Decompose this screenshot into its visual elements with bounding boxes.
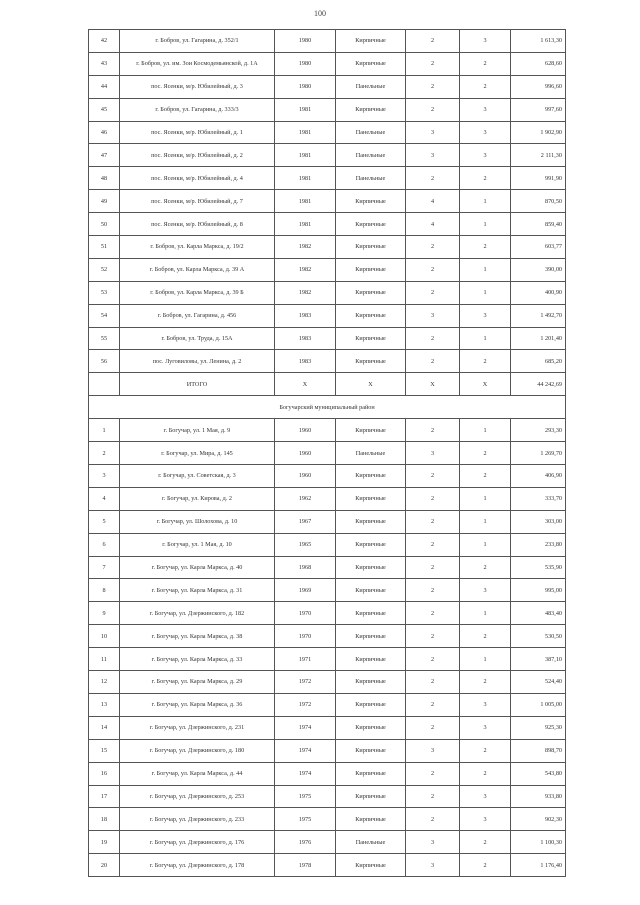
table-row (89, 510, 566, 533)
total-label: ИТОГО (120, 373, 275, 396)
row-entrances: 2 (460, 350, 511, 373)
total-entrances: Х (460, 373, 511, 396)
row-area: 991,90 (511, 167, 566, 190)
table-row (89, 716, 566, 739)
row-entrances: 2 (460, 236, 511, 259)
total-block (89, 373, 566, 419)
row-floors: 2 (406, 648, 460, 671)
row-address: г. Богучар, ул. Дзержинского, д. 233 (120, 808, 275, 831)
row-area: 1 176,40 (511, 854, 566, 877)
table-row (89, 144, 566, 167)
row-material: Панельные (336, 442, 406, 465)
row-year: 1969 (275, 579, 336, 602)
row-material: Кирпичные (336, 762, 406, 785)
row-floors: 2 (406, 693, 460, 716)
row-year: 1960 (275, 465, 336, 488)
row-material: Кирпичные (336, 854, 406, 877)
table-row (89, 533, 566, 556)
row-area: 1 201,40 (511, 327, 566, 350)
row-floors: 2 (406, 75, 460, 98)
row-entrances: 3 (460, 98, 511, 121)
row-entrances: 2 (460, 442, 511, 465)
row-entrances: 1 (460, 533, 511, 556)
row-entrances: 3 (460, 579, 511, 602)
row-address: пос. Ясенки, м/р. Юбилейный, д. 1 (120, 121, 275, 144)
row-floors: 2 (406, 167, 460, 190)
row-number: 18 (89, 808, 120, 831)
row-entrances: 2 (460, 167, 511, 190)
row-address: г. Бобров, ул. Гагарина, д. 352/1 (120, 30, 275, 53)
row-material: Кирпичные (336, 30, 406, 53)
row-entrances: 1 (460, 602, 511, 625)
row-year: 1975 (275, 808, 336, 831)
table-row (89, 671, 566, 694)
table-row (89, 30, 566, 53)
row-area: 996,60 (511, 75, 566, 98)
row-area: 524,40 (511, 671, 566, 694)
row-number: 16 (89, 762, 120, 785)
table-row (89, 75, 566, 98)
row-floors: 4 (406, 190, 460, 213)
row-material: Кирпичные (336, 808, 406, 831)
row-year: 1981 (275, 167, 336, 190)
row-year: 1980 (275, 52, 336, 75)
row-material: Кирпичные (336, 281, 406, 304)
row-floors: 2 (406, 579, 460, 602)
row-floors: 3 (406, 854, 460, 877)
row-address: пос. Ясенки, м/р. Юбилейный, д. 4 (120, 167, 275, 190)
table-row (89, 602, 566, 625)
row-year: 1960 (275, 442, 336, 465)
row-entrances: 1 (460, 190, 511, 213)
row-number: 7 (89, 556, 120, 579)
row-year: 1970 (275, 602, 336, 625)
row-floors: 2 (406, 350, 460, 373)
row-material: Кирпичные (336, 625, 406, 648)
row-entrances: 2 (460, 556, 511, 579)
row-number: 20 (89, 854, 120, 877)
total-num-cell (89, 373, 120, 396)
row-number: 54 (89, 304, 120, 327)
row-entrances: 3 (460, 304, 511, 327)
row-material: Кирпичные (336, 533, 406, 556)
row-address: пос. Ясенки, м/р. Юбилейный, д. 7 (120, 190, 275, 213)
row-material: Панельные (336, 831, 406, 854)
section-row (89, 396, 566, 419)
row-number: 8 (89, 579, 120, 602)
row-floors: 3 (406, 739, 460, 762)
row-floors: 2 (406, 510, 460, 533)
row-area: 333,70 (511, 487, 566, 510)
row-material: Кирпичные (336, 258, 406, 281)
row-address: г. Бобров, ул. Гагарина, д. 456 (120, 304, 275, 327)
row-area: 543,80 (511, 762, 566, 785)
row-number: 4 (89, 487, 120, 510)
row-year: 1974 (275, 762, 336, 785)
row-floors: 2 (406, 98, 460, 121)
row-area: 1 269,70 (511, 442, 566, 465)
row-year: 1983 (275, 327, 336, 350)
row-area: 535,90 (511, 556, 566, 579)
row-year: 1960 (275, 419, 336, 442)
row-material: Кирпичные (336, 350, 406, 373)
row-address: г. Богучар, ул. Карла Маркса, д. 33 (120, 648, 275, 671)
row-address: г. Богучар, ул. Дзержинского, д. 176 (120, 831, 275, 854)
row-material: Панельные (336, 144, 406, 167)
row-number: 3 (89, 465, 120, 488)
row-year: 1972 (275, 693, 336, 716)
row-area: 603,77 (511, 236, 566, 259)
table-row (89, 487, 566, 510)
row-number: 48 (89, 167, 120, 190)
row-area: 1 613,30 (511, 30, 566, 53)
row-material: Кирпичные (336, 190, 406, 213)
row-number: 19 (89, 831, 120, 854)
block1-rows (89, 30, 566, 373)
row-address: г. Бобров, ул. Карла Маркса, д. 39 Б (120, 281, 275, 304)
row-floors: 2 (406, 281, 460, 304)
row-material: Кирпичные (336, 510, 406, 533)
housing-registry-table (88, 29, 566, 877)
row-material: Кирпичные (336, 602, 406, 625)
table-row (89, 98, 566, 121)
row-material: Кирпичные (336, 716, 406, 739)
row-number: 10 (89, 625, 120, 648)
table-row (89, 236, 566, 259)
row-entrances: 1 (460, 487, 511, 510)
table-row (89, 625, 566, 648)
row-address: г. Бобров, ул. Карла Маркса, д. 39 А (120, 258, 275, 281)
row-year: 1968 (275, 556, 336, 579)
row-address: г. Богучар, ул. Карла Маркса, д. 29 (120, 671, 275, 694)
row-entrances: 2 (460, 762, 511, 785)
row-year: 1971 (275, 648, 336, 671)
row-material: Кирпичные (336, 213, 406, 236)
row-year: 1970 (275, 625, 336, 648)
row-number: 13 (89, 693, 120, 716)
row-number: 43 (89, 52, 120, 75)
row-address: г. Богучар, ул. Дзержинского, д. 180 (120, 739, 275, 762)
row-address: пос. Луговиловы, ул. Ленина, д. 2 (120, 350, 275, 373)
table-row (89, 167, 566, 190)
table-row (89, 281, 566, 304)
row-address: г. Богучар, ул. Советская, д. 3 (120, 465, 275, 488)
row-number: 12 (89, 671, 120, 694)
table-row (89, 121, 566, 144)
row-number: 45 (89, 98, 120, 121)
row-number: 51 (89, 236, 120, 259)
row-material: Кирпичные (336, 579, 406, 602)
row-floors: 3 (406, 304, 460, 327)
row-number: 49 (89, 190, 120, 213)
row-area: 530,50 (511, 625, 566, 648)
row-area: 400,90 (511, 281, 566, 304)
row-number: 50 (89, 213, 120, 236)
row-address: г. Богучар, ул. Карла Маркса, д. 31 (120, 579, 275, 602)
row-address: г. Бобров, ул. Труда, д. 15А (120, 327, 275, 350)
row-address: г. Богучар, ул. Карла Маркса, д. 44 (120, 762, 275, 785)
row-area: 995,00 (511, 579, 566, 602)
row-material: Кирпичные (336, 98, 406, 121)
row-area: 902,30 (511, 808, 566, 831)
row-material: Кирпичные (336, 693, 406, 716)
row-entrances: 1 (460, 327, 511, 350)
row-entrances: 3 (460, 121, 511, 144)
row-floors: 3 (406, 121, 460, 144)
row-entrances: 2 (460, 52, 511, 75)
row-area: 1 492,70 (511, 304, 566, 327)
row-area: 997,60 (511, 98, 566, 121)
row-number: 17 (89, 785, 120, 808)
row-number: 56 (89, 350, 120, 373)
row-number: 6 (89, 533, 120, 556)
row-year: 1974 (275, 716, 336, 739)
row-floors: 2 (406, 671, 460, 694)
row-area: 870,50 (511, 190, 566, 213)
row-entrances: 1 (460, 281, 511, 304)
total-row (89, 373, 566, 396)
row-floors: 2 (406, 533, 460, 556)
row-area: 628,60 (511, 52, 566, 75)
row-area: 1 005,00 (511, 693, 566, 716)
row-address: г. Богучар, ул. 1 Мая, д. 9 (120, 419, 275, 442)
row-floors: 4 (406, 213, 460, 236)
row-floors: 2 (406, 327, 460, 350)
row-material: Кирпичные (336, 671, 406, 694)
table-row (89, 52, 566, 75)
row-area: 685,20 (511, 350, 566, 373)
row-number: 5 (89, 510, 120, 533)
row-year: 1965 (275, 533, 336, 556)
row-entrances: 2 (460, 854, 511, 877)
row-address: г. Богучар, ул. Дзержинского, д. 182 (120, 602, 275, 625)
row-entrances: 2 (460, 465, 511, 488)
table-row (89, 465, 566, 488)
row-area: 1 902,90 (511, 121, 566, 144)
total-year: Х (275, 373, 336, 396)
row-address: пос. Ясенки, м/р. Юбилейный, д. 2 (120, 144, 275, 167)
row-number: 14 (89, 716, 120, 739)
row-number: 47 (89, 144, 120, 167)
table-row (89, 785, 566, 808)
row-area: 293,30 (511, 419, 566, 442)
row-material: Кирпичные (336, 739, 406, 762)
row-material: Панельные (336, 167, 406, 190)
row-year: 1982 (275, 236, 336, 259)
table-row (89, 648, 566, 671)
row-year: 1981 (275, 98, 336, 121)
row-entrances: 1 (460, 213, 511, 236)
row-address: г. Богучар, ул. Карла Маркса, д. 38 (120, 625, 275, 648)
row-number: 42 (89, 30, 120, 53)
row-area: 2 111,30 (511, 144, 566, 167)
row-entrances: 1 (460, 510, 511, 533)
row-entrances: 2 (460, 75, 511, 98)
row-material: Кирпичные (336, 304, 406, 327)
row-material: Кирпичные (336, 785, 406, 808)
table-row (89, 258, 566, 281)
row-floors: 3 (406, 831, 460, 854)
row-floors: 2 (406, 465, 460, 488)
row-year: 1981 (275, 144, 336, 167)
row-area: 233,80 (511, 533, 566, 556)
row-address: г. Богучар, ул. 1 Мая, д. 10 (120, 533, 275, 556)
table-row (89, 350, 566, 373)
total-area: 44 242,69 (511, 373, 566, 396)
row-year: 1972 (275, 671, 336, 694)
row-material: Панельные (336, 75, 406, 98)
row-area: 387,10 (511, 648, 566, 671)
table-row (89, 808, 566, 831)
row-entrances: 3 (460, 30, 511, 53)
row-entrances: 3 (460, 808, 511, 831)
row-floors: 2 (406, 556, 460, 579)
row-address: г. Богучар, ул. Дзержинского, д. 231 (120, 716, 275, 739)
row-entrances: 3 (460, 144, 511, 167)
row-material: Кирпичные (336, 236, 406, 259)
table-row (89, 442, 566, 465)
row-area: 898,70 (511, 739, 566, 762)
row-entrances: 1 (460, 419, 511, 442)
row-material: Кирпичные (336, 465, 406, 488)
row-year: 1982 (275, 281, 336, 304)
row-area: 859,40 (511, 213, 566, 236)
row-floors: 2 (406, 602, 460, 625)
table-row (89, 693, 566, 716)
row-floors: 2 (406, 785, 460, 808)
row-address: г. Бобров, ул. Гагарина, д. 333/3 (120, 98, 275, 121)
row-address: пос. Ясенки, м/р. Юбилейный, д. 3 (120, 75, 275, 98)
row-material: Кирпичные (336, 419, 406, 442)
row-floors: 2 (406, 625, 460, 648)
table-row (89, 831, 566, 854)
row-number: 55 (89, 327, 120, 350)
row-number: 11 (89, 648, 120, 671)
row-area: 1 100,30 (511, 831, 566, 854)
table-row (89, 762, 566, 785)
table-row (89, 556, 566, 579)
row-material: Кирпичные (336, 648, 406, 671)
row-area: 406,90 (511, 465, 566, 488)
row-material: Кирпичные (336, 327, 406, 350)
row-floors: 2 (406, 419, 460, 442)
row-floors: 2 (406, 258, 460, 281)
table-row (89, 190, 566, 213)
row-entrances: 3 (460, 693, 511, 716)
row-address: г. Бобров, ул. Карла Маркса, д. 19/2 (120, 236, 275, 259)
row-entrances: 2 (460, 831, 511, 854)
row-entrances: 1 (460, 648, 511, 671)
row-year: 1980 (275, 75, 336, 98)
row-year: 1981 (275, 121, 336, 144)
row-address: г. Богучар, ул. Мира, д. 145 (120, 442, 275, 465)
row-number: 2 (89, 442, 120, 465)
row-address: г. Богучар, ул. Кирова, д. 2 (120, 487, 275, 510)
row-address: г. Богучар, ул. Дзержинского, д. 178 (120, 854, 275, 877)
table-row (89, 739, 566, 762)
section-title: Богучарский муниципальный район (89, 396, 566, 419)
row-address: г. Бобров, ул. им. Зои Космодемьянской, д. 1А (120, 52, 275, 75)
row-number: 46 (89, 121, 120, 144)
row-number: 1 (89, 419, 120, 442)
row-floors: 2 (406, 762, 460, 785)
row-floors: 3 (406, 442, 460, 465)
row-year: 1962 (275, 487, 336, 510)
row-year: 1981 (275, 213, 336, 236)
row-entrances: 1 (460, 258, 511, 281)
table-row (89, 854, 566, 877)
row-year: 1980 (275, 30, 336, 53)
total-floors: Х (406, 373, 460, 396)
row-year: 1967 (275, 510, 336, 533)
row-number: 9 (89, 602, 120, 625)
row-floors: 2 (406, 30, 460, 53)
row-material: Кирпичные (336, 556, 406, 579)
row-address: г. Богучар, ул. Карла Маркса, д. 40 (120, 556, 275, 579)
total-material: Х (336, 373, 406, 396)
row-year: 1978 (275, 854, 336, 877)
row-floors: 2 (406, 236, 460, 259)
row-number: 44 (89, 75, 120, 98)
row-entrances: 2 (460, 625, 511, 648)
table-row (89, 419, 566, 442)
row-area: 933,80 (511, 785, 566, 808)
row-area: 925,30 (511, 716, 566, 739)
row-floors: 2 (406, 808, 460, 831)
row-material: Кирпичные (336, 487, 406, 510)
row-floors: 2 (406, 52, 460, 75)
row-area: 483,40 (511, 602, 566, 625)
row-area: 303,00 (511, 510, 566, 533)
row-number: 53 (89, 281, 120, 304)
block2-rows (89, 419, 566, 877)
row-address: г. Богучар, ул. Дзержинского, д. 253 (120, 785, 275, 808)
row-entrances: 3 (460, 785, 511, 808)
row-number: 52 (89, 258, 120, 281)
row-floors: 2 (406, 487, 460, 510)
row-material: Панельные (336, 121, 406, 144)
row-year: 1976 (275, 831, 336, 854)
row-address: пос. Ясенки, м/р. Юбилейный, д. 8 (120, 213, 275, 236)
table-row (89, 327, 566, 350)
row-address: г. Богучар, ул. Карла Маркса, д. 36 (120, 693, 275, 716)
row-entrances: 2 (460, 739, 511, 762)
row-year: 1974 (275, 739, 336, 762)
row-year: 1981 (275, 190, 336, 213)
row-year: 1975 (275, 785, 336, 808)
row-area: 390,00 (511, 258, 566, 281)
row-floors: 2 (406, 716, 460, 739)
row-number: 15 (89, 739, 120, 762)
table-row (89, 579, 566, 602)
row-floors: 3 (406, 144, 460, 167)
page-number: 100 (314, 9, 326, 18)
row-year: 1983 (275, 304, 336, 327)
row-entrances: 2 (460, 671, 511, 694)
row-address: г. Богучар, ул. Шолохова, д. 10 (120, 510, 275, 533)
row-year: 1983 (275, 350, 336, 373)
row-year: 1982 (275, 258, 336, 281)
table-row (89, 304, 566, 327)
row-material: Кирпичные (336, 52, 406, 75)
table-row (89, 213, 566, 236)
row-entrances: 3 (460, 716, 511, 739)
